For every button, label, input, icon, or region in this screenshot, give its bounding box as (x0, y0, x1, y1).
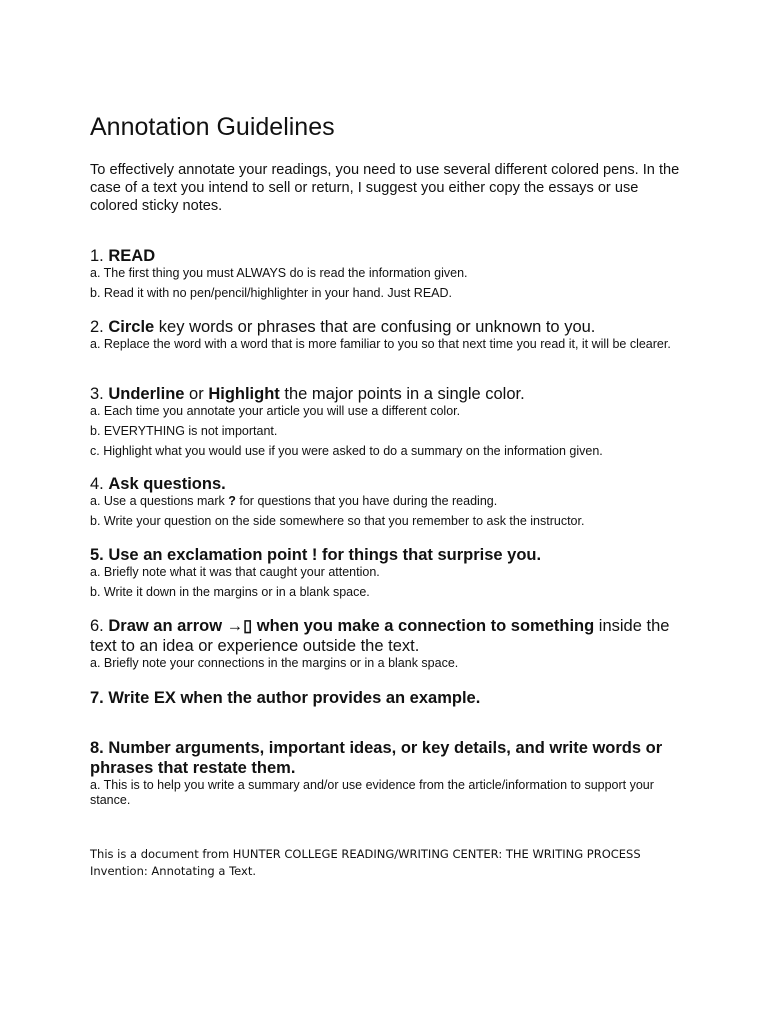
section-item-text: a. Use a questions mark (90, 494, 229, 508)
section-read (90, 246, 690, 301)
section-number: 4. (90, 475, 109, 493)
section-number: 6. (90, 617, 109, 635)
section-heading-text: key words or phrases that are confusing or unknown to you. (154, 318, 596, 336)
section-item: a. The first thing you must ALWAYS do is read the information given. (90, 266, 468, 280)
section-heading (90, 616, 690, 656)
section-keyword: Draw an arrow →▯ when you make a connection to something (108, 617, 595, 635)
section-item: b. Read it with no pen/pencil/highlighter in your hand. Just READ. (90, 286, 453, 300)
section-keyword: 7. Write EX when the author provides an example. (90, 689, 481, 707)
section-draw-arrow (90, 616, 690, 671)
question-mark-symbol: ? (228, 494, 236, 508)
section-heading (90, 738, 690, 778)
intro-paragraph: To effectively annotate your readings, you need to use several different colored pens. In the case of a text you intend to sell or return, I suggest you either copy the essays or use colored sticky notes. (90, 162, 680, 214)
section-item (90, 494, 690, 509)
section-circle (90, 317, 690, 352)
section-heading-text: or (184, 385, 209, 403)
section-heading (90, 545, 690, 565)
section-item: b. EVERYTHING is not important. (90, 424, 278, 438)
section-keyword: 8. Number arguments, important ideas, or key details, and write words or phrases that restate them. (90, 739, 663, 777)
source-note-line: Invention: Annotating a Text. (90, 864, 257, 878)
section-heading (90, 246, 690, 266)
page-title: Annotation Guidelines (90, 113, 335, 141)
section-underline-highlight (90, 384, 690, 459)
section-item: a. This is to help you write a summary and/or use evidence from the article/information to support your stance. (90, 778, 654, 807)
section-keyword: Highlight (208, 385, 280, 403)
section-ask-questions (90, 474, 690, 529)
section-heading (90, 317, 690, 337)
section-exclamation (90, 545, 690, 600)
section-item-text: for questions that you have during the reading. (235, 494, 498, 508)
section-keyword: 5. Use an exclamation point ! for things that surprise you. (90, 546, 542, 564)
section-keyword: Circle (108, 318, 155, 336)
section-keyword: Underline (108, 385, 185, 403)
section-heading-text: inside the text to an idea or experience outside the text. (90, 617, 670, 655)
section-item: a. Briefly note what it was that caught your attention. (90, 565, 380, 579)
source-note (90, 846, 710, 880)
section-heading (90, 474, 690, 494)
section-number: 2. (90, 318, 109, 336)
section-item: c. Highlight what you would use if you were asked to do a summary on the information given. (90, 444, 603, 458)
section-number: 1. (90, 247, 109, 265)
section-write-ex (90, 688, 690, 708)
section-heading (90, 384, 690, 404)
section-heading-text: the major points in a single color. (279, 385, 525, 403)
section-heading (90, 688, 690, 708)
section-item: a. Each time you annotate your article you will use a different color. (90, 404, 461, 418)
section-item: a. Briefly note your connections in the margins or in a blank space. (90, 656, 459, 670)
source-note-line: This is a document from HUNTER COLLEGE READING/WRITING CENTER: THE WRITING PROCESS (90, 847, 641, 861)
section-keyword: READ (108, 247, 156, 265)
section-item: b. Write it down in the margins or in a blank space. (90, 585, 370, 599)
section-keyword: Ask questions. (108, 475, 226, 493)
section-number-arguments (90, 738, 690, 808)
section-number: 3. (90, 385, 109, 403)
section-item: b. Write your question on the side somewhere so that you remember to ask the instructor. (90, 514, 585, 528)
section-item: a. Replace the word with a word that is more familiar to you so that next time you read it, it will be clearer. (90, 337, 671, 351)
